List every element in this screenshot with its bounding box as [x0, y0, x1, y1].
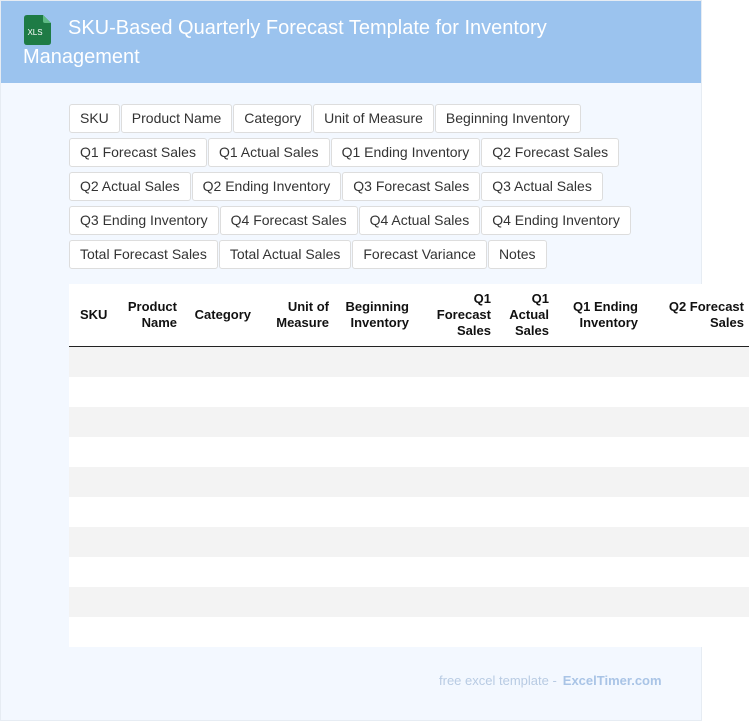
field-tag-unit-of-measure[interactable]: Unit of Measure [313, 104, 434, 133]
table-cell[interactable] [182, 557, 256, 587]
table-cell[interactable] [496, 377, 554, 407]
table-cell[interactable] [554, 377, 643, 407]
table-cell[interactable] [643, 587, 749, 617]
table-cell[interactable] [256, 437, 334, 467]
footer-brand-link[interactable]: ExcelTimer.com [562, 673, 662, 688]
table-cell[interactable] [496, 347, 554, 378]
table-cell[interactable] [414, 617, 496, 647]
field-tag-q3-actual-sales[interactable]: Q3 Actual Sales [481, 172, 603, 201]
table-cell[interactable] [554, 407, 643, 437]
table-cell[interactable] [116, 467, 182, 497]
table-cell[interactable] [256, 527, 334, 557]
table-cell[interactable] [334, 437, 414, 467]
table-cell[interactable] [182, 497, 256, 527]
table-cell[interactable] [496, 497, 554, 527]
table-row [69, 497, 749, 527]
table-cell[interactable] [414, 497, 496, 527]
table-cell[interactable] [643, 557, 749, 587]
table-cell[interactable] [414, 437, 496, 467]
table-cell[interactable] [334, 557, 414, 587]
column-header-q1-ending-inventory: Q1 Ending Inventory [554, 284, 643, 347]
column-header-product-name: Product Name [116, 284, 182, 347]
table-cell[interactable] [414, 467, 496, 497]
table-row [69, 587, 749, 617]
table-cell[interactable] [334, 377, 414, 407]
column-header-unit-of-measure: Unit of Measure [256, 284, 334, 347]
table-row [69, 467, 749, 497]
field-tag-q3-ending-inventory[interactable]: Q3 Ending Inventory [69, 206, 219, 235]
table-cell[interactable] [116, 497, 182, 527]
column-header-q2-forecast-sales: Q2 Forecast Sales [643, 284, 749, 347]
field-tag-beginning-inventory[interactable]: Beginning Inventory [435, 104, 581, 133]
column-header-beginning-inventory: Beginning Inventory [334, 284, 414, 347]
table-cell[interactable] [554, 347, 643, 378]
table-cell[interactable] [414, 527, 496, 557]
table-cell[interactable] [334, 617, 414, 647]
table-cell[interactable] [182, 587, 256, 617]
footer-credit [439, 673, 662, 688]
forecast-table [69, 284, 749, 647]
column-header-sku: SKU [69, 284, 116, 347]
table-cell[interactable] [496, 467, 554, 497]
table-cell[interactable] [496, 587, 554, 617]
table-row [69, 437, 749, 467]
field-tag-product-name[interactable]: Product Name [121, 104, 232, 133]
table-cell[interactable] [116, 437, 182, 467]
table-cell[interactable] [182, 377, 256, 407]
table-cell[interactable] [496, 527, 554, 557]
table-cell[interactable] [69, 437, 116, 467]
field-tag-q2-forecast-sales[interactable]: Q2 Forecast Sales [481, 138, 619, 167]
column-header-category: Category [182, 284, 256, 347]
table-cell[interactable] [69, 527, 116, 557]
table-cell[interactable] [554, 437, 643, 467]
table-cell[interactable] [334, 497, 414, 527]
table-row [69, 407, 749, 437]
table-cell[interactable] [182, 407, 256, 437]
table-cell[interactable] [414, 407, 496, 437]
table-row [69, 377, 749, 407]
field-tag-q3-forecast-sales[interactable]: Q3 Forecast Sales [342, 172, 480, 201]
field-tag-q1-ending-inventory[interactable]: Q1 Ending Inventory [331, 138, 481, 167]
table-cell[interactable] [69, 377, 116, 407]
table-cell[interactable] [554, 467, 643, 497]
table-cell[interactable] [256, 347, 334, 378]
table-row [69, 527, 749, 557]
table-cell[interactable] [182, 527, 256, 557]
table-cell[interactable] [69, 587, 116, 617]
table-cell[interactable] [643, 497, 749, 527]
field-tag-notes[interactable]: Notes [488, 240, 547, 269]
table-cell[interactable] [69, 557, 116, 587]
table-cell[interactable] [256, 557, 334, 587]
table-cell[interactable] [256, 497, 334, 527]
table-cell[interactable] [643, 527, 749, 557]
table-row [69, 557, 749, 587]
field-tag-list [69, 104, 669, 274]
table-row [69, 347, 749, 378]
table-cell[interactable] [256, 467, 334, 497]
table-cell[interactable] [496, 407, 554, 437]
table-cell[interactable] [69, 407, 116, 437]
field-tag-sku[interactable]: SKU [69, 104, 120, 133]
table-cell[interactable] [643, 377, 749, 407]
table-cell[interactable] [116, 347, 182, 378]
table-cell[interactable] [414, 587, 496, 617]
forecast-table-container[interactable] [69, 284, 744, 647]
table-row [69, 617, 749, 647]
table-cell[interactable] [182, 437, 256, 467]
table-cell[interactable] [116, 407, 182, 437]
table-cell[interactable] [496, 437, 554, 467]
table-cell[interactable] [414, 557, 496, 587]
table-cell[interactable] [116, 557, 182, 587]
field-tag-q2-ending-inventory[interactable]: Q2 Ending Inventory [192, 172, 342, 201]
table-cell[interactable] [182, 467, 256, 497]
table-cell[interactable] [554, 497, 643, 527]
table-cell[interactable] [496, 617, 554, 647]
page-header [1, 1, 701, 83]
table-cell[interactable] [69, 347, 116, 378]
table-cell[interactable] [643, 347, 749, 378]
table-cell[interactable] [334, 347, 414, 378]
table-cell[interactable] [116, 587, 182, 617]
field-tag-q1-actual-sales[interactable]: Q1 Actual Sales [208, 138, 330, 167]
table-cell[interactable] [414, 347, 496, 378]
field-tag-q4-actual-sales[interactable]: Q4 Actual Sales [359, 206, 481, 235]
table-cell[interactable] [69, 617, 116, 647]
table-cell[interactable] [69, 497, 116, 527]
table-cell[interactable] [554, 527, 643, 557]
table-cell[interactable] [334, 587, 414, 617]
field-tag-q1-forecast-sales[interactable]: Q1 Forecast Sales [69, 138, 207, 167]
field-tag-q4-forecast-sales[interactable]: Q4 Forecast Sales [220, 206, 358, 235]
table-cell[interactable] [116, 617, 182, 647]
field-tag-total-actual-sales[interactable]: Total Actual Sales [219, 240, 352, 269]
table-cell[interactable] [554, 617, 643, 647]
table-cell[interactable] [643, 407, 749, 437]
table-cell[interactable] [643, 617, 749, 647]
table-cell[interactable] [554, 587, 643, 617]
table-header-row [69, 284, 749, 347]
excel-icon-label: XLS [27, 28, 43, 37]
column-header-q1-actual-sales: Q1 Actual Sales [496, 284, 554, 347]
table-cell[interactable] [334, 407, 414, 437]
page-title: SKU-Based Quarterly Forecast Template for Inventory Management [23, 17, 547, 68]
footer-text: free excel template - [439, 673, 557, 688]
table-cell[interactable] [256, 407, 334, 437]
table-cell[interactable] [256, 377, 334, 407]
table-cell[interactable] [334, 467, 414, 497]
table-cell[interactable] [69, 467, 116, 497]
table-cell[interactable] [116, 527, 182, 557]
field-tag-total-forecast-sales[interactable]: Total Forecast Sales [69, 240, 218, 269]
table-cell[interactable] [116, 377, 182, 407]
table-cell[interactable] [182, 617, 256, 647]
table-cell[interactable] [496, 557, 554, 587]
field-tag-forecast-variance[interactable]: Forecast Variance [352, 240, 487, 269]
field-tag-q4-ending-inventory[interactable]: Q4 Ending Inventory [481, 206, 631, 235]
table-cell[interactable] [414, 377, 496, 407]
column-header-q1-forecast-sales: Q1 Forecast Sales [414, 284, 496, 347]
field-tag-q2-actual-sales[interactable]: Q2 Actual Sales [69, 172, 191, 201]
table-cell[interactable] [256, 587, 334, 617]
table-body [69, 347, 749, 648]
table-cell[interactable] [334, 527, 414, 557]
table-cell[interactable] [256, 617, 334, 647]
field-tag-category[interactable]: Category [233, 104, 312, 133]
table-cell[interactable] [643, 467, 749, 497]
table-cell[interactable] [182, 347, 256, 378]
table-cell[interactable] [554, 557, 643, 587]
table-cell[interactable] [643, 437, 749, 467]
